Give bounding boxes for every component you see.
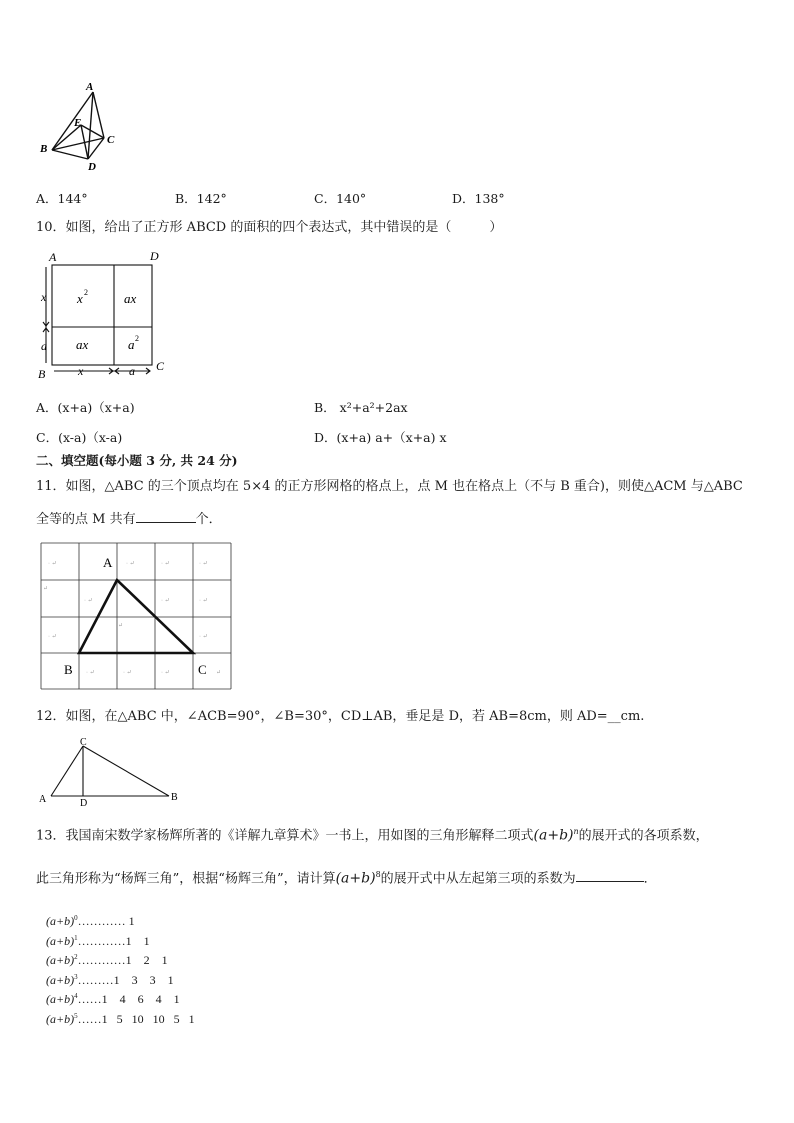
- q11-label-A: A: [103, 555, 113, 570]
- q10-option-a: A．(x+a)（x+a): [36, 400, 135, 415]
- row-exponent: 5: [74, 1011, 78, 1020]
- q9-option-c: C．140°: [314, 191, 367, 206]
- q9-option-d: D．138°: [452, 191, 505, 206]
- row-dots: …………: [77, 914, 126, 928]
- row-dots: ………: [77, 972, 114, 987]
- triangle-row: [46, 988, 195, 1008]
- triangle-row: [46, 949, 195, 969]
- q10-cell-a2-exponent: 2: [135, 334, 139, 343]
- q11-line1: 11．如图，△ABC 的三个顶点均在 5×4 的正方形网格的格点上，点 M 也在格点上（不与 B 重合)，则使△ACM 与△ABC: [36, 479, 743, 494]
- q11-label-B: B: [64, 662, 73, 677]
- svg-text:· ↵: · ↵: [199, 561, 208, 567]
- svg-text:· ↵: · ↵: [86, 670, 95, 676]
- q10-stem-text: 10．如图，给出了正方形 ABCD 的面积的四个表达式，其中错误的是（: [36, 220, 452, 235]
- q13-line2-text: 此三角形称为“杨辉三角”，根据“杨辉三角”，请计算: [36, 871, 336, 887]
- q10-cell-ax-top: ax: [124, 291, 137, 306]
- q11-grid-figure: [38, 540, 238, 692]
- triangle-row: [46, 969, 195, 989]
- q12-triangle-figure: [36, 735, 186, 807]
- q13-line2: [36, 871, 657, 885]
- q10-side-x: x: [41, 290, 47, 304]
- triangle-row: [46, 930, 195, 950]
- q12-text: 12．如图，在△ABC 中，∠ACB=90°，∠B=30°，CD⊥AB，垂足是 D，若 AB=8cm，则 AD=__cm.: [36, 709, 645, 724]
- row-exponent: 2: [74, 953, 78, 962]
- q11-label-C: C: [198, 662, 207, 677]
- q13-line2-mid: 的展开式中从左起第三项的系数为: [380, 871, 576, 887]
- section-heading: 二、填空题(每小题 3 分, 共 24 分): [36, 453, 238, 468]
- row-coefficients: 1 5 10 10 5 1: [101, 1011, 195, 1026]
- q12-label-B: B: [171, 792, 178, 803]
- q11-line2-end: 个．: [195, 512, 222, 527]
- q10-corner-D: D: [150, 249, 159, 263]
- q13-line2-end: ．: [643, 871, 657, 887]
- row-exponent: 3: [74, 972, 78, 981]
- edge-AD: [88, 92, 93, 159]
- row-exponent: 4: [74, 992, 78, 1001]
- q11-grid-marks: [43, 561, 221, 676]
- row-coefficients: 1 3 3 1: [113, 972, 174, 987]
- svg-text:↵: ↵: [118, 623, 124, 629]
- q10-stem-close: ）: [489, 220, 503, 235]
- q10-option-b: B． x²+a²+2ax: [314, 400, 408, 415]
- row-coefficients: 1: [128, 914, 135, 928]
- edge-BD: [52, 150, 88, 159]
- svg-text:· ↵: · ↵: [199, 634, 208, 640]
- row-base: (a+b): [46, 933, 75, 948]
- row-dots: ……: [77, 1011, 102, 1026]
- row-coefficients: 1 4 6 4 1: [101, 992, 180, 1007]
- q10-cell-ax-bottom: ax: [76, 337, 89, 352]
- svg-text:· ↵: · ↵: [84, 598, 93, 604]
- q10-side-a: a: [41, 339, 47, 353]
- q10-square: [52, 265, 152, 365]
- q10-cell-x2: x: [77, 291, 83, 306]
- q10-cell-a2: a: [128, 337, 135, 352]
- svg-text:↵: ↵: [43, 586, 49, 592]
- q10-corner-B: B: [38, 367, 46, 381]
- svg-text:· ↵: · ↵: [161, 598, 170, 604]
- q13-line1-expr: (a+b): [533, 827, 574, 844]
- row-base: (a+b): [46, 914, 75, 928]
- q13-yanghui-triangle: [46, 910, 195, 1028]
- row-exponent: 0: [74, 914, 78, 922]
- q13-line2-exponent: 8: [375, 870, 381, 879]
- q9-label-B: B: [40, 143, 48, 155]
- row-base: (a+b): [46, 1011, 75, 1026]
- q9-figure: [36, 78, 126, 174]
- q9-label-A: A: [86, 81, 94, 93]
- q12-label-C: C: [80, 737, 87, 748]
- row-dots: ……: [77, 992, 102, 1007]
- q10-corner-A: A: [49, 250, 57, 264]
- row-coefficients: 1 1: [125, 933, 150, 948]
- q10-option-c: C．(x-a)（x-a): [36, 430, 123, 445]
- q12-side-AC: [51, 746, 83, 796]
- row-base: (a+b): [46, 953, 75, 968]
- q10-stem: [36, 221, 502, 234]
- svg-text:· ↵: · ↵: [161, 670, 170, 676]
- q11-line2-text: 全等的点 M 共有: [36, 512, 136, 527]
- edge-EC: [81, 125, 104, 138]
- q10-option-d: D．(x+a) a+（x+a) x: [314, 430, 447, 445]
- q11-line2: [36, 513, 222, 526]
- q9-option-a: A．144°: [36, 191, 88, 206]
- edge-AC: [93, 92, 104, 138]
- q11-triangle-ABC: [79, 580, 193, 653]
- q9-label-C: C: [107, 134, 115, 146]
- q10-bottom-x: x: [78, 364, 84, 378]
- q13-answer-blank[interactable]: [576, 881, 644, 882]
- q10-corner-C: C: [156, 359, 165, 373]
- row-base: (a+b): [46, 972, 75, 987]
- q10-square-figure: [36, 248, 176, 383]
- q13-line1-exponent: n: [573, 827, 579, 836]
- q11-answer-blank[interactable]: [136, 522, 196, 523]
- q13-line1: [36, 828, 709, 842]
- q9-label-E: E: [74, 117, 82, 129]
- q12-label-A: A: [39, 794, 47, 805]
- triangle-row: [46, 1008, 195, 1028]
- q10-cell-x2-exponent: 2: [84, 288, 88, 297]
- row-base: (a+b): [46, 992, 75, 1007]
- q9-option-b: B．142°: [175, 191, 227, 206]
- q9-label-D: D: [88, 161, 96, 173]
- svg-text:· ↵: · ↵: [48, 634, 57, 640]
- q13-line1-end: 的展开式的各项系数，: [578, 828, 709, 844]
- row-dots: …………: [77, 933, 126, 948]
- row-coefficients: 1 2 1: [125, 953, 168, 968]
- q10-bottom-a: a: [129, 364, 135, 378]
- svg-text:· ↵: · ↵: [123, 670, 132, 676]
- q12-side-CB: [83, 746, 169, 796]
- triangle-row: [46, 910, 195, 930]
- q13-line2-expr: (a+b): [335, 870, 376, 887]
- svg-text:· ↵: · ↵: [126, 561, 135, 567]
- q13-line1-text: 13．我国南宋数学家杨辉所著的《详解九章算术》一书上，用如图的三角形解释二项式: [36, 828, 534, 844]
- svg-text:· ↵: · ↵: [161, 561, 170, 567]
- svg-text:· ↵: · ↵: [199, 598, 208, 604]
- q12-label-D: D: [80, 798, 88, 807]
- row-exponent: 1: [74, 933, 78, 942]
- svg-text:· ↵: · ↵: [48, 561, 57, 567]
- svg-text:↵: ↵: [216, 670, 222, 676]
- row-dots: …………: [77, 953, 126, 968]
